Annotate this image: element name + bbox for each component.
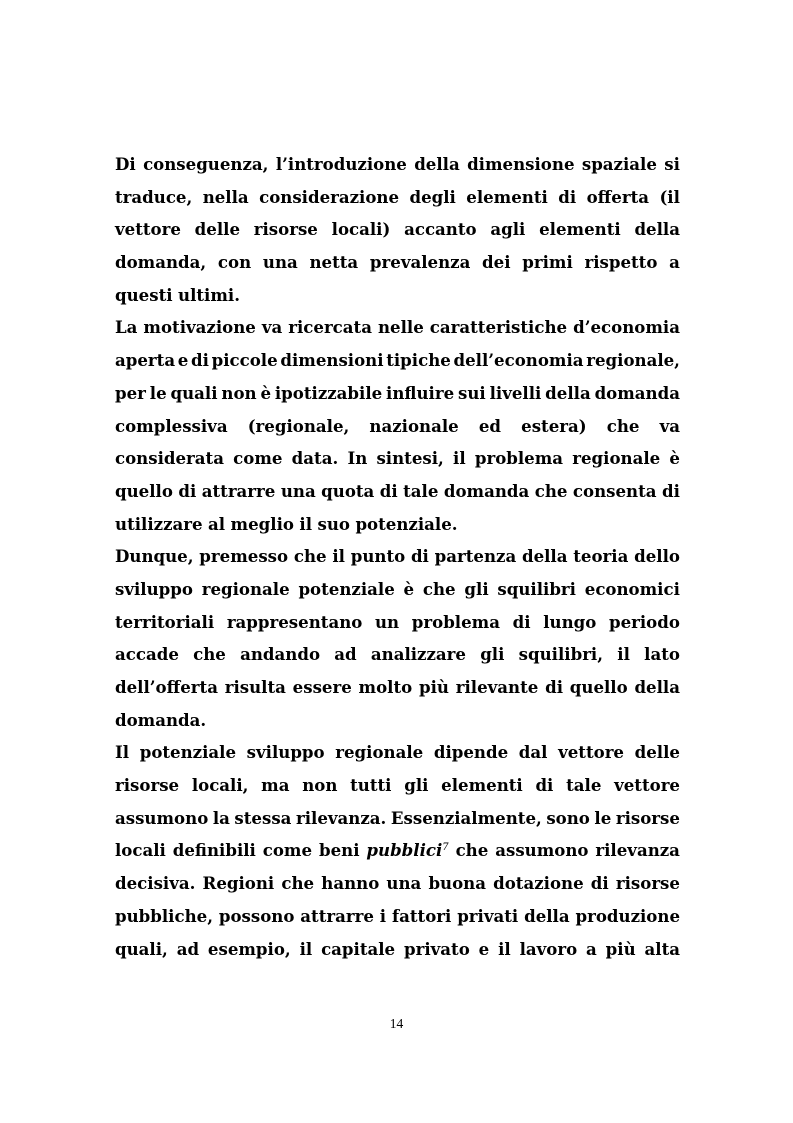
word: è: [260, 382, 272, 403]
word: di: [662, 480, 680, 501]
word: delle: [194, 219, 240, 240]
word: dipende: [433, 742, 509, 763]
word: periodo: [608, 611, 680, 632]
word: dell’offerta: [115, 677, 218, 697]
word: gli: [480, 644, 505, 665]
word: della: [414, 154, 460, 174]
word: problema: [411, 611, 500, 632]
word: offerta: [586, 186, 650, 207]
word: a: [586, 938, 597, 959]
word: questi: [115, 284, 173, 305]
word: agli: [490, 219, 526, 240]
word: premesso: [199, 546, 289, 567]
text-line: [115, 933, 680, 966]
word: che: [422, 578, 456, 599]
word: nelle: [377, 317, 424, 338]
word: il: [299, 938, 313, 959]
word: quello: [115, 480, 173, 501]
word: definibili: [172, 840, 256, 861]
word: la: [212, 807, 230, 828]
word: sono: [546, 807, 590, 828]
word: va: [261, 317, 283, 338]
text-line: [115, 148, 680, 181]
word: tale: [566, 775, 602, 796]
word: nella: [202, 186, 249, 207]
word: dell’economia: [453, 350, 584, 371]
word: aperta: [115, 350, 176, 371]
word: che: [455, 840, 489, 861]
word: rilevanza: [595, 840, 680, 861]
word: considerata: [115, 448, 224, 469]
word: risorse: [615, 807, 680, 828]
word: di: [545, 677, 564, 697]
word: risorse: [615, 873, 680, 894]
word: degli: [409, 186, 456, 207]
word: che: [606, 415, 640, 436]
word: influire: [386, 382, 455, 403]
word: di: [535, 775, 554, 796]
word: regionale: [572, 448, 661, 469]
word: ed: [478, 415, 502, 436]
word: il: [498, 938, 511, 959]
word: privati: [457, 905, 519, 926]
text-line: [115, 279, 680, 312]
word: le: [149, 382, 167, 403]
text-line: [115, 834, 680, 867]
word: assumono: [495, 840, 589, 861]
word: delle: [634, 742, 680, 763]
word: di: [512, 611, 531, 632]
word: Dunque,: [115, 546, 194, 567]
word: d’economia: [573, 317, 680, 338]
word: che: [293, 546, 327, 567]
word: primi: [522, 252, 573, 273]
word: potenziale: [298, 578, 395, 599]
word: il: [299, 513, 313, 534]
word: locali): [331, 219, 391, 240]
word: buona: [428, 873, 486, 894]
text-line: [115, 736, 680, 769]
word: quello: [569, 677, 628, 697]
word: piccole: [211, 350, 278, 371]
word: squilibri: [497, 578, 576, 599]
text-line: [115, 213, 680, 246]
footnote-marker: 7: [442, 842, 449, 854]
word: complessiva: [115, 415, 228, 436]
word: più: [605, 938, 636, 959]
word: squilibri,: [518, 644, 604, 665]
word: e: [478, 938, 490, 959]
word: dal: [518, 742, 548, 763]
word: dimensione: [467, 154, 575, 174]
word: dotazione: [493, 873, 584, 894]
word: una: [262, 252, 298, 273]
text-line: [115, 867, 680, 900]
word: vettore: [614, 775, 680, 796]
word: suo: [317, 513, 350, 534]
word: decisiva.: [115, 873, 196, 894]
word: domanda: [594, 382, 680, 403]
word: motivazione: [143, 317, 256, 338]
word: ipotizzabile: [274, 382, 383, 403]
paragraph: [115, 148, 680, 311]
word: risorse: [115, 775, 180, 796]
word: della: [524, 905, 570, 926]
word: ad: [176, 938, 200, 959]
text-line: [115, 442, 680, 475]
word: utilizzare: [115, 513, 203, 534]
word: privato: [403, 938, 470, 959]
word: quali,: [115, 938, 168, 959]
text-line: [115, 377, 680, 410]
word: come: [233, 448, 283, 469]
word: sviluppo: [246, 742, 325, 763]
word: al: [208, 513, 226, 534]
word: fattori: [391, 905, 452, 926]
word: problema: [474, 448, 564, 469]
word: esempio,: [207, 938, 291, 959]
word: pubblici$^7$: [366, 840, 449, 861]
word: rilevante: [455, 677, 539, 697]
word: essere: [292, 677, 352, 697]
word: per: [115, 382, 146, 403]
word: della: [634, 677, 680, 697]
word: (il: [659, 186, 680, 207]
text-line: [115, 311, 680, 344]
word: più: [418, 677, 449, 697]
word: di: [558, 186, 577, 207]
word: di: [410, 546, 429, 567]
word: i: [379, 905, 387, 926]
word: In: [347, 448, 368, 469]
word: di: [590, 873, 609, 894]
word: rispetto: [584, 252, 658, 273]
paragraph: [115, 311, 680, 540]
text-line: [115, 606, 680, 639]
paragraph: [115, 540, 680, 736]
word: conseguenza,: [143, 154, 269, 174]
word: La: [115, 317, 138, 338]
word: gli: [464, 578, 489, 599]
word: economici: [584, 578, 680, 599]
word: non: [302, 775, 338, 796]
word: andando: [240, 644, 321, 665]
word: rilevanza.: [295, 807, 387, 828]
word: lato: [644, 644, 680, 665]
word: nazionale: [369, 415, 459, 436]
word: possono: [218, 905, 295, 926]
word: partenza: [434, 546, 517, 567]
word: attrarre: [300, 905, 374, 926]
text-line: [115, 508, 680, 541]
text-line: [115, 802, 680, 835]
word: il: [617, 644, 630, 665]
text-line: [115, 344, 680, 377]
word: stessa: [234, 807, 292, 828]
word: potenziale: [139, 742, 237, 763]
word: livelli: [489, 382, 542, 403]
word: beni: [318, 840, 360, 861]
word: di: [379, 480, 398, 501]
word: Di: [115, 154, 136, 174]
word: il: [453, 448, 466, 469]
text-line: [115, 900, 680, 933]
word: molto: [358, 677, 413, 697]
word: locali: [115, 840, 166, 861]
word: consenta: [572, 480, 657, 501]
word: si: [664, 154, 680, 174]
word: tipiche: [386, 350, 451, 371]
paragraph: [115, 736, 680, 965]
word: prevalenza: [369, 252, 471, 273]
word: e: [177, 350, 189, 371]
word: tutti: [350, 775, 392, 796]
word: vettore: [558, 742, 624, 763]
text-line: [115, 573, 680, 606]
word: come: [262, 840, 313, 861]
word: è: [669, 448, 680, 469]
word: produzione: [575, 905, 680, 926]
word: spaziale: [581, 154, 657, 174]
word: pubbliche,: [115, 905, 213, 926]
word: di: [178, 480, 197, 501]
word: della: [545, 382, 591, 403]
word: hanno: [321, 873, 380, 894]
word: alta: [644, 938, 680, 959]
text-line: [115, 181, 680, 214]
word: capitale: [321, 938, 396, 959]
word: assumono: [115, 807, 209, 828]
word: sviluppo: [115, 578, 193, 599]
word: accanto: [404, 219, 477, 240]
word: quota: [321, 480, 375, 501]
word: Regioni: [202, 873, 275, 894]
word: che: [193, 644, 226, 665]
word: netta: [309, 252, 359, 273]
word: una: [386, 873, 422, 894]
word: territoriali: [115, 611, 215, 632]
word: Essenzialmente,: [390, 807, 542, 828]
word: (regionale,: [247, 415, 350, 436]
word: domanda,: [115, 252, 207, 273]
text-line: [115, 671, 680, 704]
word: data.: [291, 448, 339, 469]
word: risorse: [253, 219, 318, 240]
word: regionale: [201, 578, 290, 599]
word: della: [521, 546, 568, 567]
word: gli: [404, 775, 429, 796]
word: che: [281, 873, 315, 894]
text-line: [115, 638, 680, 671]
word: elementi: [441, 775, 523, 796]
word: rappresentano: [226, 611, 363, 632]
word: Il: [115, 742, 130, 763]
text-line: [115, 769, 680, 802]
word: elementi: [539, 219, 621, 240]
word: regionale,: [586, 350, 680, 371]
word: di: [191, 350, 209, 371]
text-line: [115, 246, 680, 279]
text-line: [115, 410, 680, 443]
word: dello: [634, 546, 680, 567]
word: lungo: [543, 611, 597, 632]
word: considerazione: [259, 186, 400, 207]
word: è: [403, 578, 415, 599]
word: sintesi,: [376, 448, 444, 469]
word: tale: [403, 480, 439, 501]
word: attrarre: [201, 480, 276, 501]
word: risulta: [224, 677, 286, 697]
body-text: [115, 148, 680, 965]
word: quali: [170, 382, 218, 403]
word: caratteristiche: [429, 317, 568, 338]
word: non: [221, 382, 257, 403]
word: con: [217, 252, 252, 273]
word: della: [634, 219, 680, 240]
word: vettore: [115, 219, 181, 240]
word: un: [374, 611, 400, 632]
word: elementi: [466, 186, 548, 207]
word: estera): [521, 415, 587, 436]
word: teoria: [573, 546, 629, 567]
word: meglio: [230, 513, 294, 534]
word: a: [669, 252, 680, 273]
word: le: [594, 807, 612, 828]
word: ma: [261, 775, 290, 796]
word: ultimi.: [178, 284, 240, 305]
word: l’introduzione: [275, 154, 407, 174]
word: ad: [334, 644, 357, 665]
word: accade: [115, 644, 179, 665]
word: punto: [350, 546, 406, 567]
word: che: [534, 480, 568, 501]
word: potenziale.: [355, 513, 458, 534]
word: sui: [458, 382, 486, 403]
word: lavoro: [519, 938, 578, 959]
word: analizzare: [370, 644, 466, 665]
word: dei: [482, 252, 511, 273]
word: ricercata: [288, 317, 372, 338]
text-line: [115, 475, 680, 508]
word: va: [659, 415, 680, 436]
word: locali,: [191, 775, 249, 796]
page-number: 14: [389, 1016, 404, 1031]
word: domanda.: [115, 709, 207, 730]
word: il: [332, 546, 345, 567]
word: domanda: [443, 480, 530, 501]
word: regionale: [335, 742, 424, 763]
word: dimensioni: [280, 350, 384, 371]
text-line: [115, 540, 680, 573]
word: una: [280, 480, 316, 501]
word: traduce,: [115, 186, 193, 207]
text-line: [115, 704, 680, 737]
